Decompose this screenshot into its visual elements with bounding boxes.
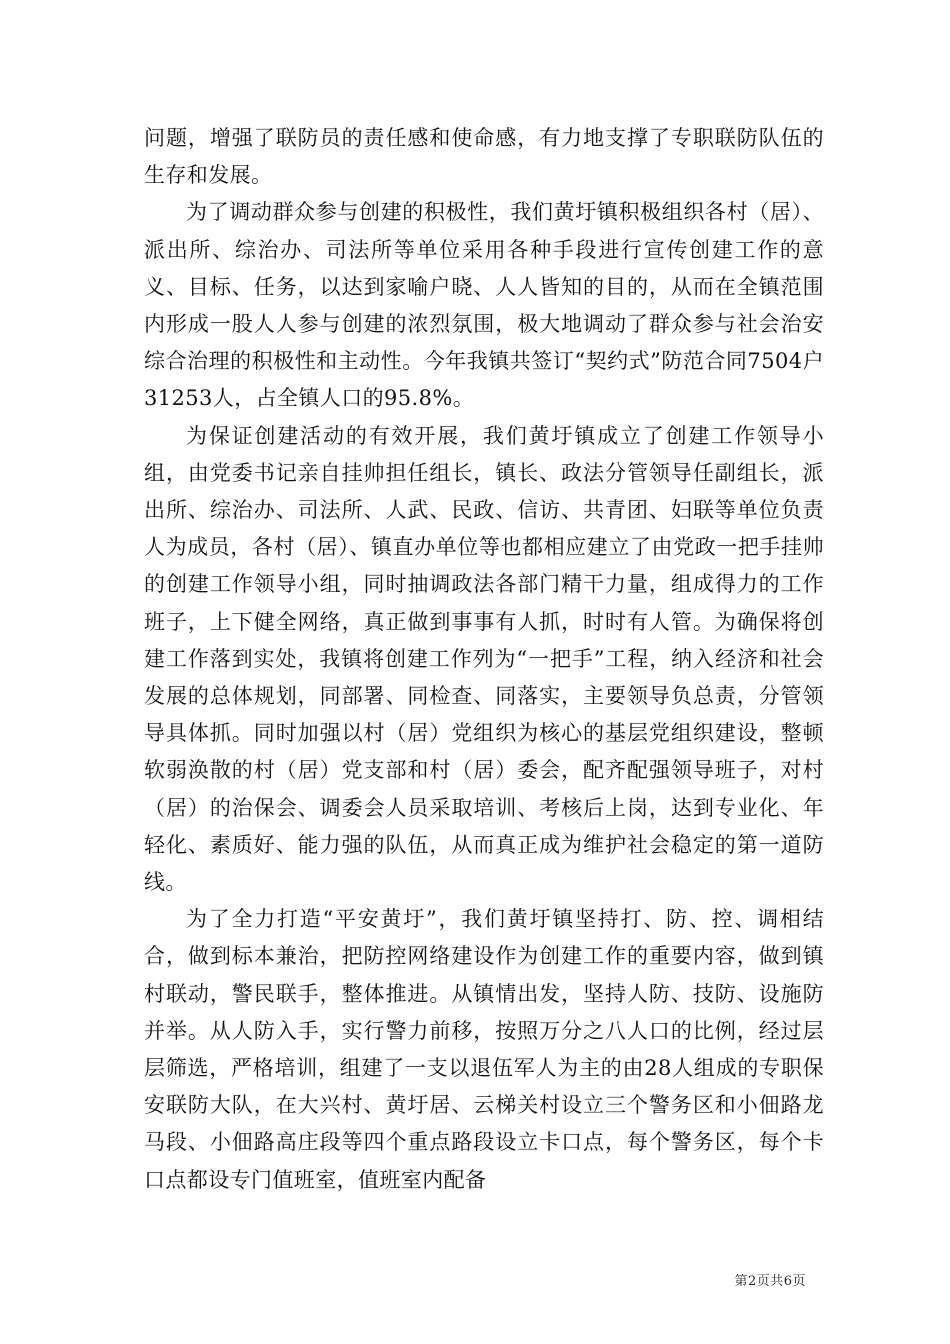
paragraph-2: 为了调动群众参与创建的积极性，我们黄圩镇积极组织各村（居）、派出所、综治办、司法所等单位采用各种手段进行宣传创建工作的意义、目标、任务，以达到家喻户晓、人人皆知的目的，从而在全镇范围内形成一股人人参与创建的浓烈氛围，极大地调动了群众参与社会治安综合治理的积极性和主动性。今年我镇共签订“契约式”防范合同7504户31253人，占全镇人口的95.8%。 (144, 200, 824, 411)
paragraph-1: 问题，增强了联防员的责任感和使命感，有力地支撑了专职联防队伍的生存和发展。 (144, 126, 824, 188)
paragraph-4: 为了全力打造“平安黄圩”，我们黄圩镇坚持打、防、控、调相结合，做到标本兼治，把防控网络建设作为创建工作的重要内容，做到镇村联动，警民联手，整体推进。从镇情出发，坚持人防、技防、设施防并举。从人防入手，实行警力前移，按照万分之八人口的比例，经过层层筛选，严格培训，组建了一支以退伍军人为主的由28人组成的专职保安联防大队，在大兴村、黄圩居、云梯关村设立三个警务区和小佃路龙马段、小佃路高庄段等四个重点路段设立卡口点，每个警务区，每个卡口点都设专门值班室，值班室内配备 (144, 907, 824, 1192)
document-body (144, 120, 824, 1199)
page-number-footer: 第2页共6页 (734, 1274, 806, 1289)
paragraph-3: 为保证创建活动的有效开展，我们黄圩镇成立了创建工作领导小组，由党委书记亲自挂帅担任组长，镇长、政法分管领导任副组长，派出所、综治办、司法所、人武、民政、信访、共青团、妇联等单位负责人为成员，各村（居）、镇直办单位等也都相应建立了由党政一把手挂帅的创建工作领导小组，同时抽调政法各部门精干力量，组成得力的工作班子，上下健全网络，真正做到事事有人抓，时时有人管。为确保将创建工作落到实处，我镇将创建工作列为“一把手”工程，纳入经济和社会发展的总体规划，同部署、同检查、同落实，主要领导负总责，分管领导具体抓。同时加强以村（居）党组织为核心的基层党组织建设，整顿软弱涣散的村（居）党支部和村（居）委会，配齐配强领导班子，对村（居）的治保会、调委会人员采取培训、考核后上岗，达到专业化、年轻化、素质好、能力强的队伍，从而真正成为维护社会稳定的第一道防线。 (144, 423, 824, 895)
